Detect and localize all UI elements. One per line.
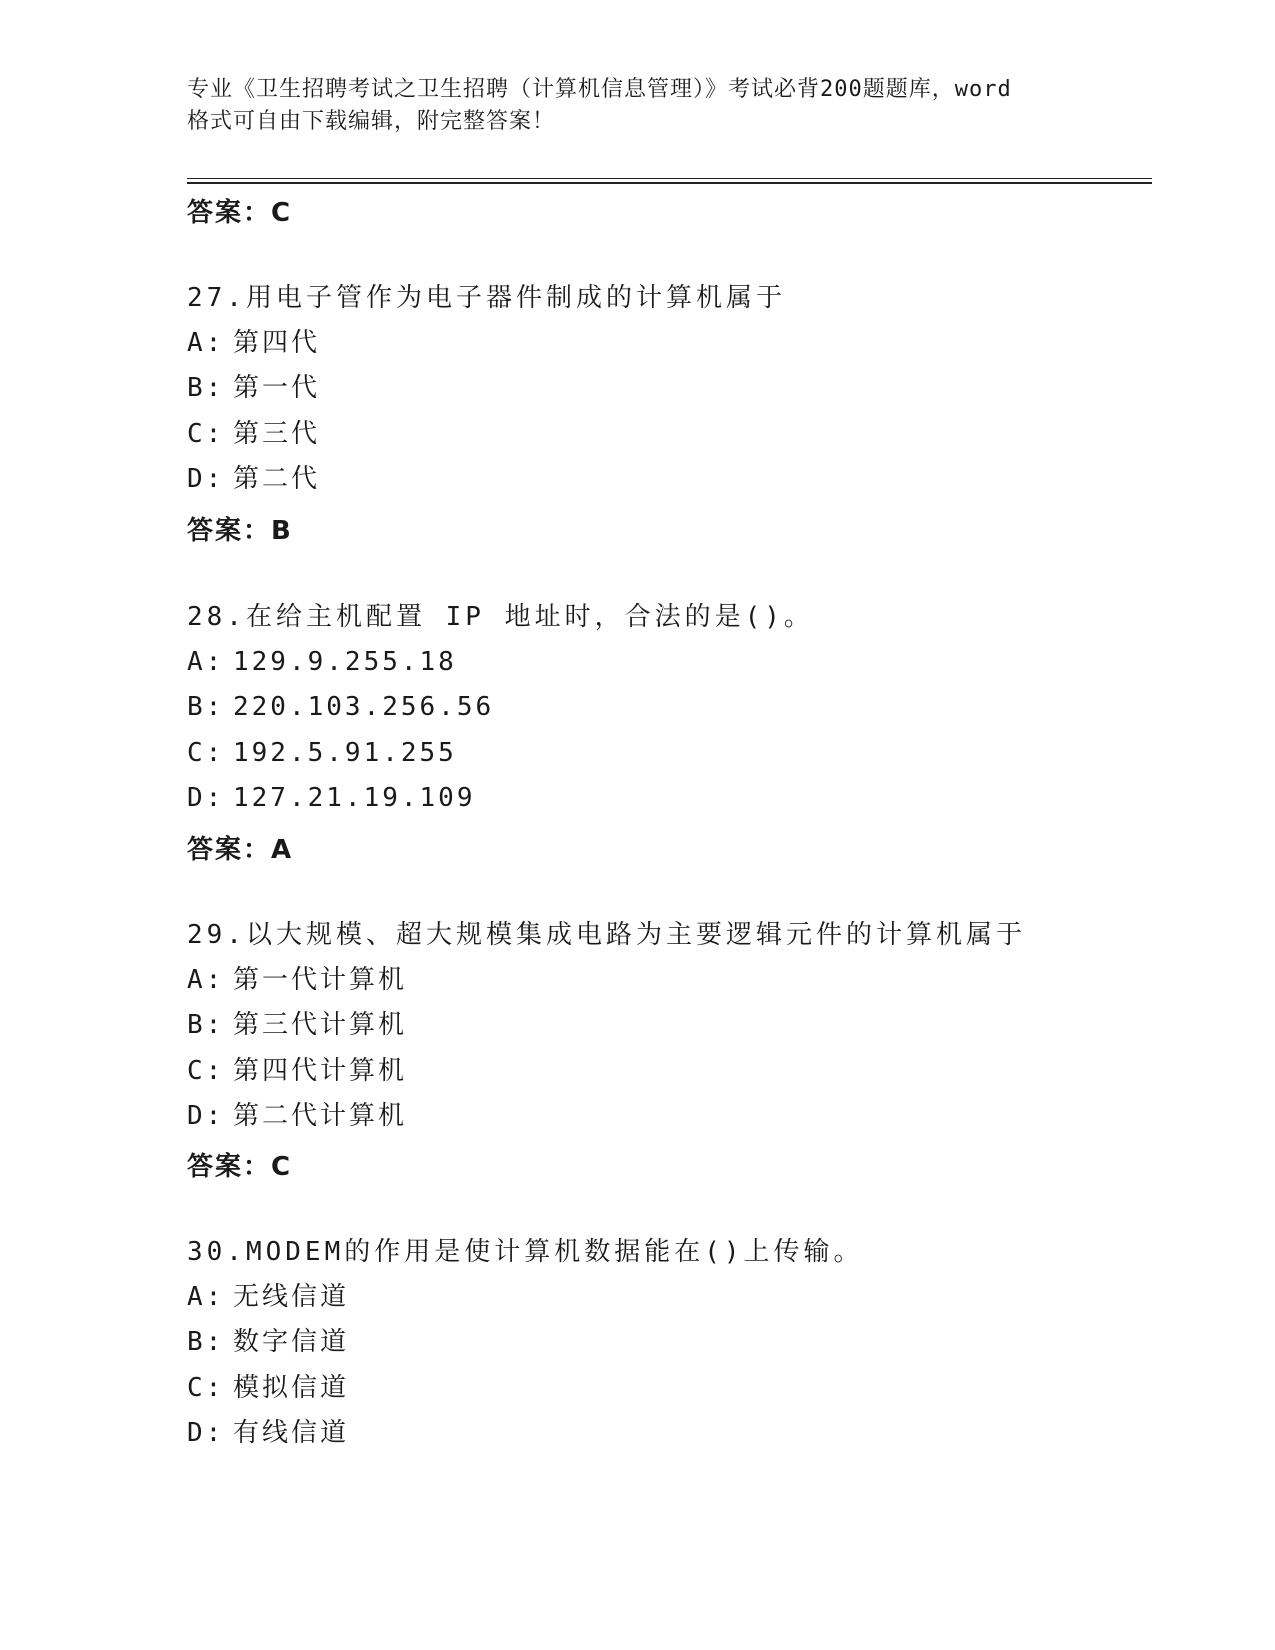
question-28 — [187, 602, 814, 828]
option-key: B: — [187, 1327, 225, 1358]
option-c — [187, 738, 814, 783]
option-text: 无线信道 — [233, 1282, 350, 1312]
option-d — [187, 464, 786, 509]
option-key: B: — [187, 692, 225, 723]
header-divider-thick — [187, 182, 1152, 184]
option-text: 192.5.91.255 — [233, 737, 457, 768]
option-text: 220.103.256.56 — [233, 692, 495, 723]
option-text: 第三代计算机 — [233, 1010, 408, 1041]
option-text: 127.21.19.109 — [233, 782, 476, 813]
option-key: A: — [187, 1282, 225, 1312]
option-key: C: — [187, 737, 225, 768]
option-text: 有线信道 — [233, 1417, 350, 1448]
option-b — [187, 1327, 864, 1372]
option-key: A: — [187, 965, 225, 995]
answer-28: 答案：A — [187, 835, 294, 865]
option-key: A: — [187, 647, 225, 677]
option-text: 第一代计算机 — [233, 965, 408, 995]
option-c — [187, 419, 786, 464]
option-a — [187, 328, 786, 373]
document-header — [187, 74, 1097, 138]
option-c — [187, 1056, 1026, 1101]
option-b — [187, 692, 814, 737]
option-key: C: — [187, 1055, 225, 1086]
answer-27: 答案：B — [187, 516, 293, 546]
option-text: 129.9.255.18 — [233, 647, 457, 677]
option-key: C: — [187, 1372, 225, 1403]
option-b — [187, 1010, 1026, 1055]
header-divider-thin — [187, 178, 1152, 179]
option-key: D: — [187, 782, 225, 813]
option-d — [187, 783, 814, 828]
option-key: D: — [187, 463, 225, 494]
option-text: 数字信道 — [233, 1327, 350, 1358]
option-key: A: — [187, 328, 225, 358]
option-a — [187, 965, 1026, 1010]
option-key: C: — [187, 418, 225, 449]
option-a — [187, 1282, 864, 1327]
option-text: 第四代计算机 — [233, 1055, 408, 1086]
answer-29: 答案：C — [187, 1152, 293, 1182]
question-title: 27.用电子管作为电子器件制成的计算机属于 — [187, 283, 786, 313]
question-30 — [187, 1237, 864, 1463]
question-27 — [187, 283, 786, 509]
option-text: 第三代 — [233, 418, 321, 449]
option-key: D: — [187, 1100, 225, 1131]
question-title: 29.以大规模、超大规模集成电路为主要逻辑元件的计算机属于 — [187, 920, 1026, 950]
option-text: 第二代计算机 — [233, 1100, 408, 1131]
option-text: 第四代 — [233, 328, 321, 358]
header-line-1: 专业《卫生招聘考试之卫生招聘（计算机信息管理）》考试必背200题题库，word — [187, 77, 1012, 102]
option-a — [187, 647, 814, 692]
option-text: 模拟信道 — [233, 1372, 350, 1403]
option-key: B: — [187, 373, 225, 404]
option-c — [187, 1373, 864, 1418]
option-d — [187, 1101, 1026, 1146]
option-d — [187, 1418, 864, 1463]
question-29 — [187, 920, 1026, 1146]
header-line-2: 格式可自由下载编辑，附完整答案！ — [187, 109, 556, 134]
option-key: D: — [187, 1417, 225, 1448]
option-b — [187, 373, 786, 418]
option-text: 第二代 — [233, 463, 321, 494]
option-key: B: — [187, 1010, 225, 1041]
previous-answer: 答案：C — [187, 198, 293, 228]
option-text: 第一代 — [233, 373, 321, 404]
question-title: 28.在给主机配置 IP 地址时，合法的是()。 — [187, 602, 814, 632]
question-title: 30.MODEM的作用是使计算机数据能在()上传输。 — [187, 1237, 864, 1267]
